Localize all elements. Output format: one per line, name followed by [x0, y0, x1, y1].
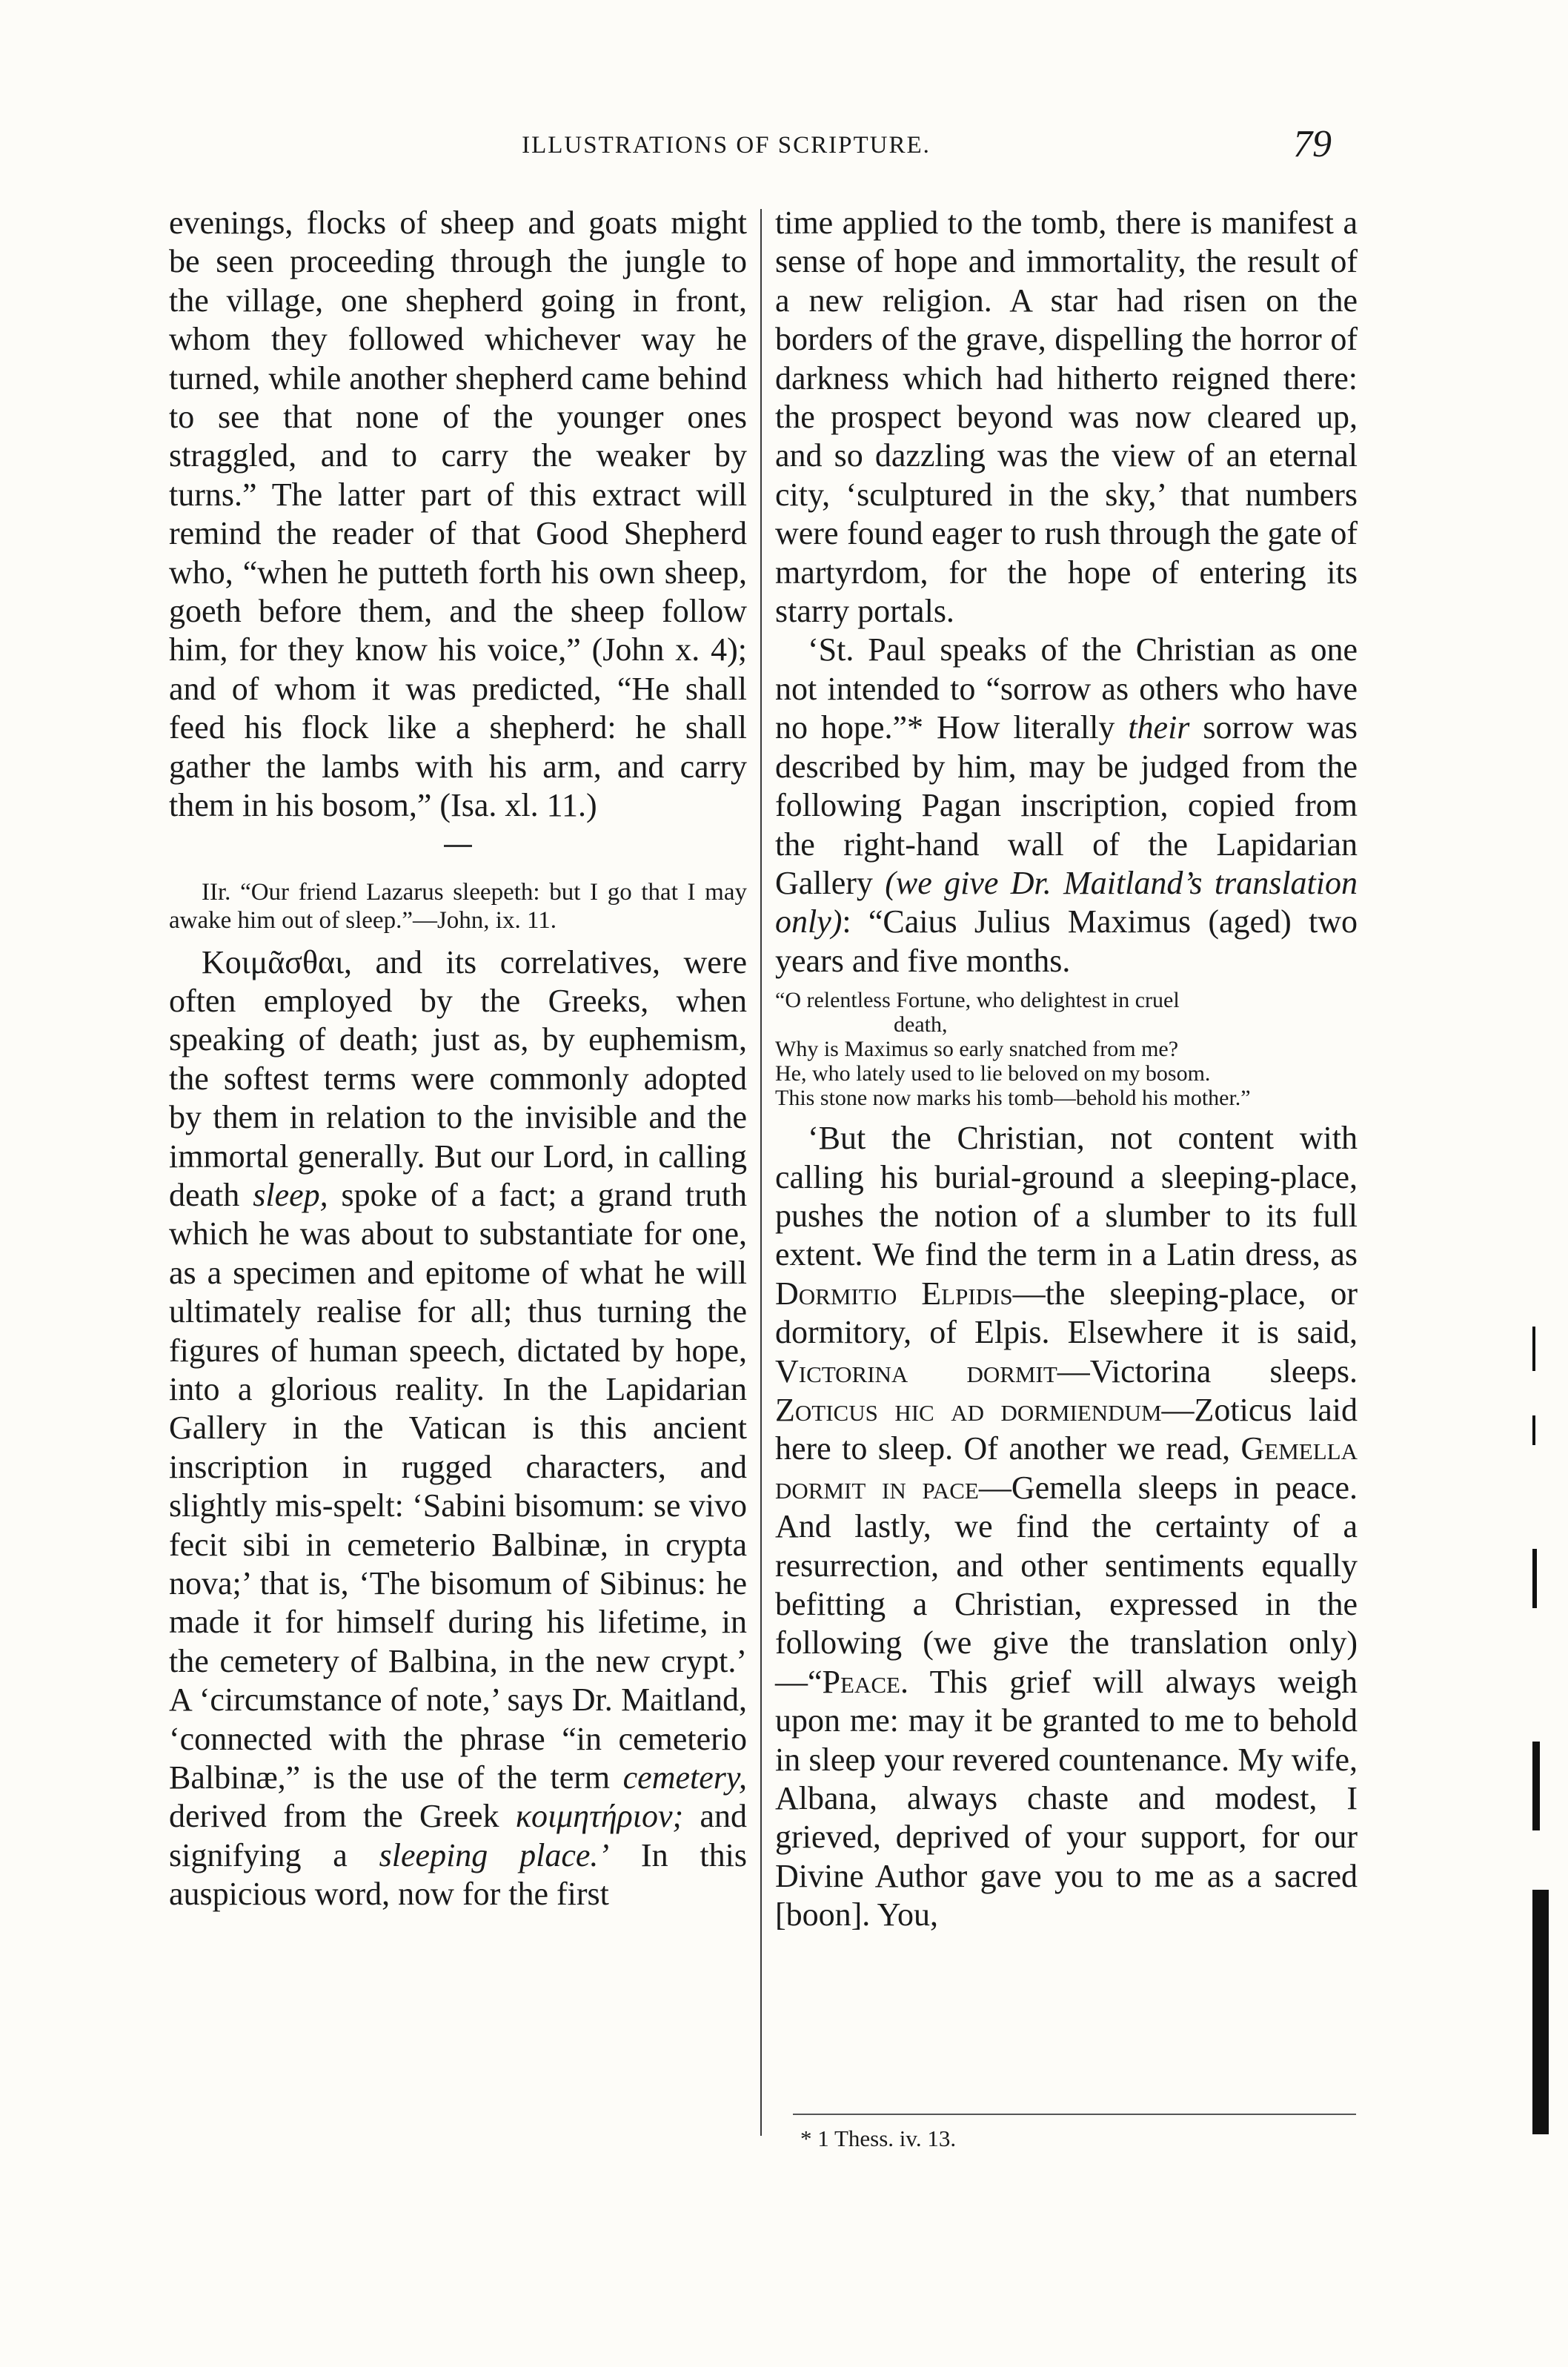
text-run: This grief will always weigh upon me: may it be granted to me to behold in sleep your revered countenance. My wife, Albana, always chaste and modest, I grieved, deprived of your support, for our Divine Author gave you to me as a sacred [boon]. You,	[775, 1663, 1358, 1933]
page-number: 79	[1293, 123, 1332, 165]
inscription-zoticus: Zoticus hic ad dormiendum	[775, 1391, 1162, 1428]
text-run: spoke of a fact; a grand truth which he was about to substantiate for one, as a specimen and epitome of what he will ultimately realise for all; thus turning the figures of human speech, dictated by hope, into a glorious reality. In the Lapidarian Gallery in the Vatican is this ancient inscription in rugged characters, and slightly mis-spelt: ‘Sabini bisomum: se vivo fecit sibi in cemeterio Balbinæ, in crypta nova;’ that is, ‘The bisomum of Sibinus: he made it for himself during his lifetime, in the cemetery of Balbina, in the new crypt.’ A ‘circumstance of note,’ says Dr. Maitland, ‘connected with the phrase “in cemeterio Balbinæ,” is the use of the term	[169, 1176, 747, 1796]
right-paragraph-2	[775, 631, 1358, 980]
text-run: derived from the Greek	[169, 1798, 516, 1835]
left-paragraph-2	[169, 943, 747, 1914]
text-run: sorrow was described by him, may be judged from the following Pagan inscription, copied from the right-hand wall of the Lapidarian Gallery	[775, 709, 1358, 901]
text-run: and signifying a	[169, 1798, 747, 1873]
verse-line: Why is Maximus so early snatched from me?	[775, 1037, 1179, 1062]
column-rule	[760, 209, 762, 2136]
inscription-victorina: Victorina dormit	[775, 1352, 1057, 1390]
footnote-rule	[793, 2114, 1356, 2115]
verse-line-wrap: death,	[894, 1012, 948, 1038]
section-quote: “Our friend Lazarus sleepeth: but I go that I may awake him out of sleep.”—John, ix. 11.	[169, 878, 747, 934]
italic-cemetery: cemetery,	[622, 1759, 747, 1796]
greek-term: Κοιμᾶσθαι,	[202, 943, 352, 980]
pagan-inscription-verse	[775, 988, 1358, 1110]
text-run: and its correlatives, were often employed by the Greeks, when speaking of death; just as, by euphemism, the softest terms were commonly adopted by them in relation to the invisible and the immortal generally. But our Lord, in calling death	[169, 943, 747, 1213]
italic-sleep: sleep,	[253, 1176, 328, 1213]
section-heading	[169, 878, 747, 934]
italic-sleeping-place: sleeping place.’	[379, 1836, 610, 1873]
left-paragraph-1: evenings, flocks of sheep and goats might be seen proceeding through the jungle to the village, one shepherd going in front, whom they followed whichever way he turned, while another shepherd came behind to see that none of the younger ones straggled, and to carry the weaker by turns.” The latter part of this extract will remind the reader of that Good Shepherd who, “when he putteth forth his own sheep, goeth before them, and the sheep follow him, for they know his voice,” (John x. 4); and of whom it was predicted, “He shall feed his flock like a shepherd: he shall gather the lambs with his arm, and carry them in his bosom,” (Isa. xl. 11.)	[169, 205, 747, 824]
text-run: In this auspicious word, now for the first	[169, 1836, 747, 1913]
text-run: —the sleeping-place, or dormitory, of Elpis. Elsewhere it is said,	[775, 1275, 1358, 1351]
text-run: —Victorina sleeps.	[1057, 1352, 1358, 1390]
right-paragraph-1: time applied to the tomb, there is manifest a sense of hope and immortality, the result of a new religion. A star had risen on the borders of the grave, dispelling the horror of darkness which had hitherto reigned there: the prospect beyond was now cleared up, and so dazzling was the view of an eternal city, ‘sculptured in the sky,’ that numbers were found eager to rush through the gate of martyrdom, for the hope of entering its starry portals.	[775, 205, 1358, 630]
italic-their: their	[1128, 709, 1190, 746]
text-run: : “Caius Julius Maximus (aged) two years and five months.	[775, 903, 1358, 979]
inscription-gemella: Gemella dormit in pace	[775, 1430, 1358, 1506]
verse-line: “O relentless Fortune, who delightest in cruel	[775, 988, 1180, 1013]
inscription-dormitio: Dormitio Elpidis	[775, 1275, 1013, 1312]
verse-line: This stone now marks his tomb—behold his mother.”	[775, 1086, 1251, 1111]
scan-edge-mark	[1532, 1327, 1549, 2142]
text-run: ‘St. Paul speaks of the Christian as one not intended to “sorrow as others who have no hope.”* How literally	[775, 631, 1358, 746]
right-column	[775, 204, 1358, 1935]
section-divider	[444, 845, 472, 847]
section-label: IIr.	[202, 878, 231, 906]
greek-koimeterion: κοιμητήριον;	[515, 1798, 684, 1835]
footnote: * 1 Thess. iv. 13.	[800, 2125, 957, 2151]
left-column	[169, 204, 747, 1914]
inscription-peace: Peace.	[822, 1663, 908, 1700]
running-head: ILLUSTRATIONS OF SCRIPTURE.	[522, 132, 931, 159]
italic-translation-note: (we give Dr. Maitland’s translation only)	[775, 864, 1358, 940]
right-paragraph-3	[775, 1119, 1358, 1935]
text-run: ‘But the Christian, not content with calling his burial-ground a sleeping-place, pushes the notion of a slumber to its full extent. We find the term in a Latin dress, as	[775, 1120, 1358, 1273]
text-run: —Zoticus laid here to sleep. Of another we read,	[775, 1391, 1358, 1467]
text-run: —Gemella sleeps in peace. And lastly, we find the certainty of a resurrection, and other sentiments equally befitting a Christian, expressed in the following (we give the translation only)—“	[775, 1469, 1358, 1700]
verse-line: He, who lately used to lie beloved on my bosom.	[775, 1061, 1211, 1086]
